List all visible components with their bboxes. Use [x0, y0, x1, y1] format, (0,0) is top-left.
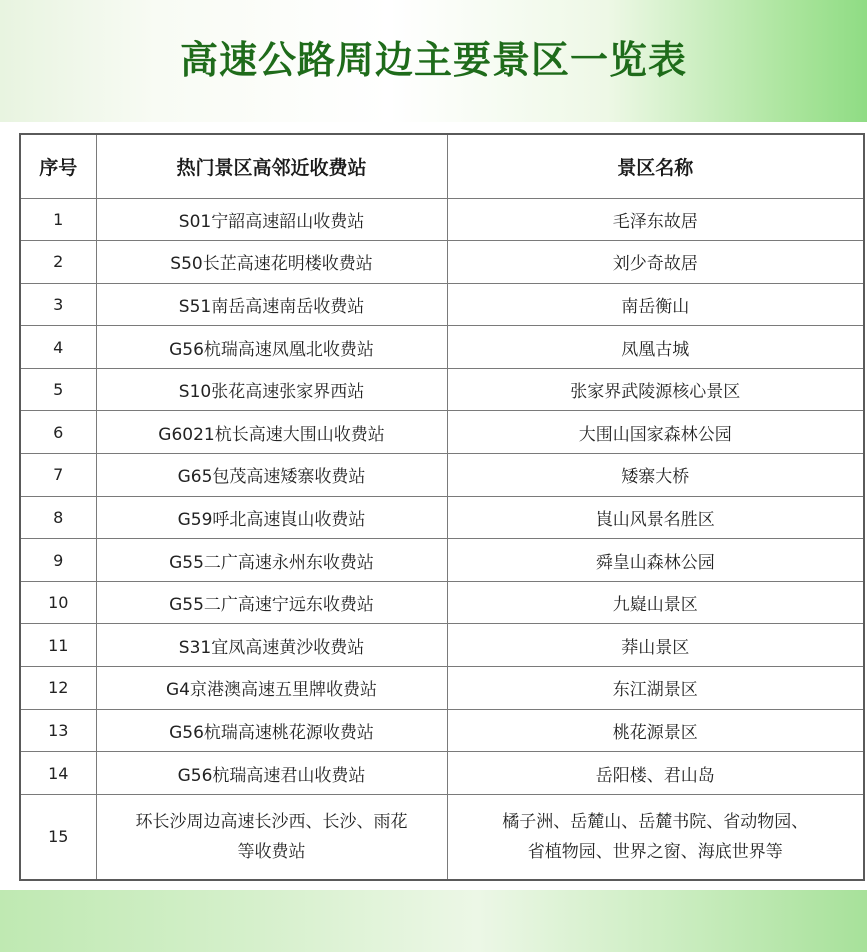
table-row: [20, 326, 864, 369]
header-station: 热门景区高邻近收费站: [96, 134, 447, 198]
row-no: 15: [20, 794, 96, 880]
table-row: [20, 581, 864, 624]
row-station: G56杭瑞高速凤凰北收费站: [96, 326, 447, 369]
table-row: [20, 752, 864, 795]
table-row: [20, 454, 864, 497]
row-no: 2: [20, 241, 96, 284]
row-scenic: 矮寨大桥: [447, 454, 864, 497]
row-no: 1: [20, 198, 96, 241]
row-station: S10张花高速张家界西站: [96, 368, 447, 411]
table-row: [20, 198, 864, 241]
row-scenic: 张家界武陵源核心景区: [447, 368, 864, 411]
table-row: [20, 709, 864, 752]
footer-band: [0, 890, 867, 952]
row-scenic: 刘少奇故居: [447, 241, 864, 284]
row-station: S50长芷高速花明楼收费站: [96, 241, 447, 284]
row-station: [96, 794, 447, 880]
page-title: 高速公路周边主要景区一览表: [179, 38, 687, 82]
table-row: [20, 667, 864, 710]
header-scenic: 景区名称: [447, 134, 864, 198]
header-no: 序号: [20, 134, 96, 198]
row-station: G59呼北高速崀山收费站: [96, 496, 447, 539]
table-row: [20, 496, 864, 539]
row-station: G56杭瑞高速桃花源收费站: [96, 709, 447, 752]
row-scenic-line: 省植物园、世界之窗、海底世界等: [527, 842, 783, 863]
row-no: 8: [20, 496, 96, 539]
row-station: S51南岳高速南岳收费站: [96, 283, 447, 326]
scenic-table: [19, 133, 865, 881]
row-station: S31宜凤高速黄沙收费站: [96, 624, 447, 667]
row-scenic: 岳阳楼、君山岛: [447, 752, 864, 795]
row-station: G4京港澳高速五里牌收费站: [96, 667, 447, 710]
row-station: G55二广高速宁远东收费站: [96, 581, 447, 624]
row-scenic: [447, 794, 864, 880]
row-no: 3: [20, 283, 96, 326]
row-scenic: 凤凰古城: [447, 326, 864, 369]
table-row: [20, 539, 864, 582]
row-no: 14: [20, 752, 96, 795]
row-scenic: 东江湖景区: [447, 667, 864, 710]
table-row: [20, 368, 864, 411]
row-no: 4: [20, 326, 96, 369]
row-station: G6021杭长高速大围山收费站: [96, 411, 447, 454]
row-scenic: 大围山国家森林公园: [447, 411, 864, 454]
row-station: G55二广高速永州东收费站: [96, 539, 447, 582]
table-row: [20, 241, 864, 284]
table-row: [20, 411, 864, 454]
row-station: G56杭瑞高速君山收费站: [96, 752, 447, 795]
row-no: 10: [20, 581, 96, 624]
row-scenic: 莽山景区: [447, 624, 864, 667]
row-scenic: 崀山风景名胜区: [447, 496, 864, 539]
row-no: 13: [20, 709, 96, 752]
table-header-row: [20, 134, 864, 198]
row-scenic: 九嶷山景区: [447, 581, 864, 624]
row-station: S01宁韶高速韶山收费站: [96, 198, 447, 241]
row-scenic: 桃花源景区: [447, 709, 864, 752]
row-station-line: 等收费站: [237, 842, 306, 863]
row-no: 9: [20, 539, 96, 582]
row-no: 7: [20, 454, 96, 497]
row-scenic: 舜皇山森林公园: [447, 539, 864, 582]
row-station-line: 环长沙周边高速长沙西、长沙、雨花: [135, 812, 408, 833]
table-row: [20, 794, 864, 880]
row-scenic: 南岳衡山: [447, 283, 864, 326]
row-no: 5: [20, 368, 96, 411]
row-scenic: 毛泽东故居: [447, 198, 864, 241]
table-row: [20, 283, 864, 326]
table-row: [20, 624, 864, 667]
row-scenic-line: 橘子洲、岳麓山、岳麓书院、省动物园、: [502, 812, 809, 833]
row-no: 6: [20, 411, 96, 454]
row-no: 11: [20, 624, 96, 667]
row-no: 12: [20, 667, 96, 710]
row-station: G65包茂高速矮寨收费站: [96, 454, 447, 497]
